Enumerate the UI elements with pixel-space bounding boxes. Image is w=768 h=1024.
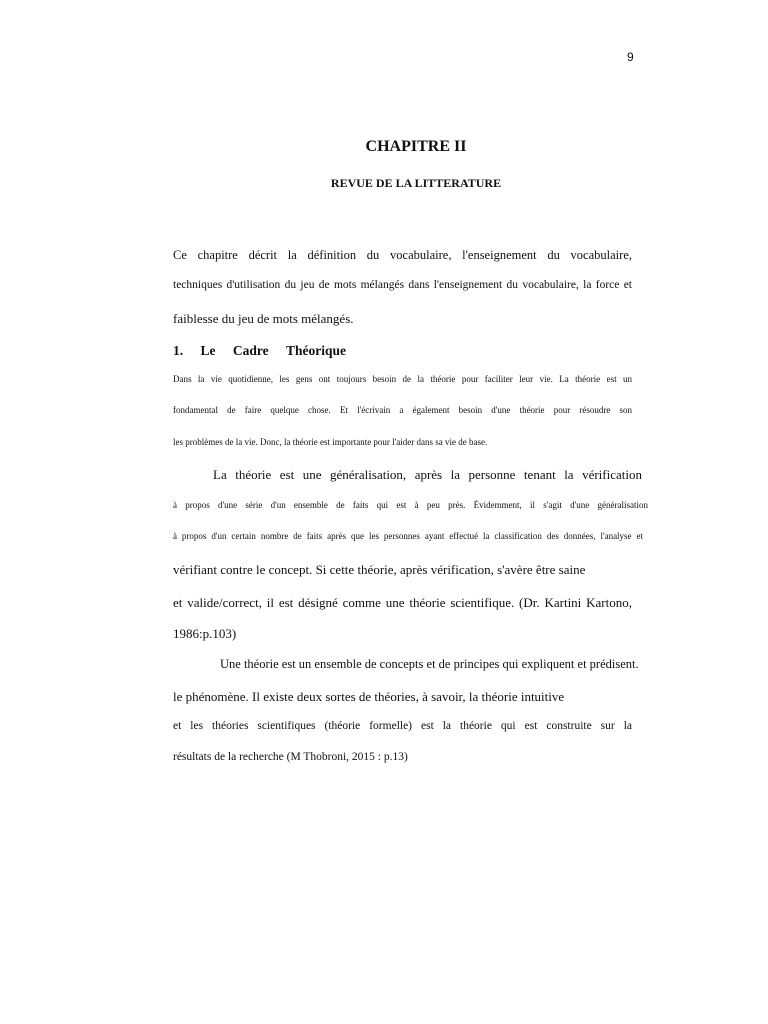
section-word: Cadre [232, 343, 269, 358]
chapter-subtitle: REVUE DE LA LITTERATURE [330, 176, 502, 190]
page-number: 9 [627, 50, 634, 64]
paragraph-line: Une théorie est un ensemble de concepts et de principes qui expliquent et prédisent. [220, 657, 639, 671]
intro-line: faiblesse du jeu de mots mélangés. [173, 311, 354, 326]
paragraph-line: et les théories scientifiques (théorie formelle) est la théorie qui est construite sur la [173, 720, 632, 732]
intro-line: techniques d'utilisation du jeu de mots mélangés dans l'enseignement du vocabulaire, la force et [173, 279, 632, 291]
paragraph-line: vérifiant contre le concept. Si cette théorie, après vérification, s'avère être saine [173, 562, 586, 577]
paragraph-line: le phénomène. Il existe deux sortes de théories, à savoir, la théorie intuitive [173, 689, 565, 704]
paragraph-line: 1986:p.103) [173, 626, 237, 641]
section-word: Théorique [286, 343, 347, 358]
paragraph-line: à propos d'une série d'un ensemble de faits qui est à peu près. Évidemment, il s'agit d'une généralisation [173, 500, 648, 510]
paragraph-line: Dans la vie quotidienne, les gens ont toujours besoin de la théorie pour faciliter leur vie. La théorie est un [173, 374, 632, 384]
section-word: Le [200, 343, 216, 358]
paragraph-line: fondamental de faire quelque chose. Et l'écrivain a également besoin d'une théorie pour résoudre son [173, 405, 632, 415]
chapter-title: CHAPITRE II [365, 138, 467, 155]
paragraph-line: La théorie est une généralisation, après la personne tenant la vérification [213, 467, 642, 482]
paragraph-line: et valide/correct, il est désigné comme une théorie scientifique. (Dr. Kartini Kartono, [173, 595, 632, 610]
paragraph-line: à propos d'un certain nombre de faits après que les personnes ayant effectué la classification des données, l'analyse et [173, 531, 643, 541]
section-heading [173, 343, 346, 359]
paragraph-line: les problèmes de la vie. Donc, la théorie est importante pour l'aider dans sa vie de base. [173, 437, 488, 447]
section-number: 1. [173, 343, 184, 358]
intro-line: Ce chapitre décrit la définition du vocabulaire, l'enseignement du vocabulaire, [173, 248, 632, 262]
paragraph-line: résultats de la recherche (M Thobroni, 2015 : p.13) [173, 751, 408, 763]
